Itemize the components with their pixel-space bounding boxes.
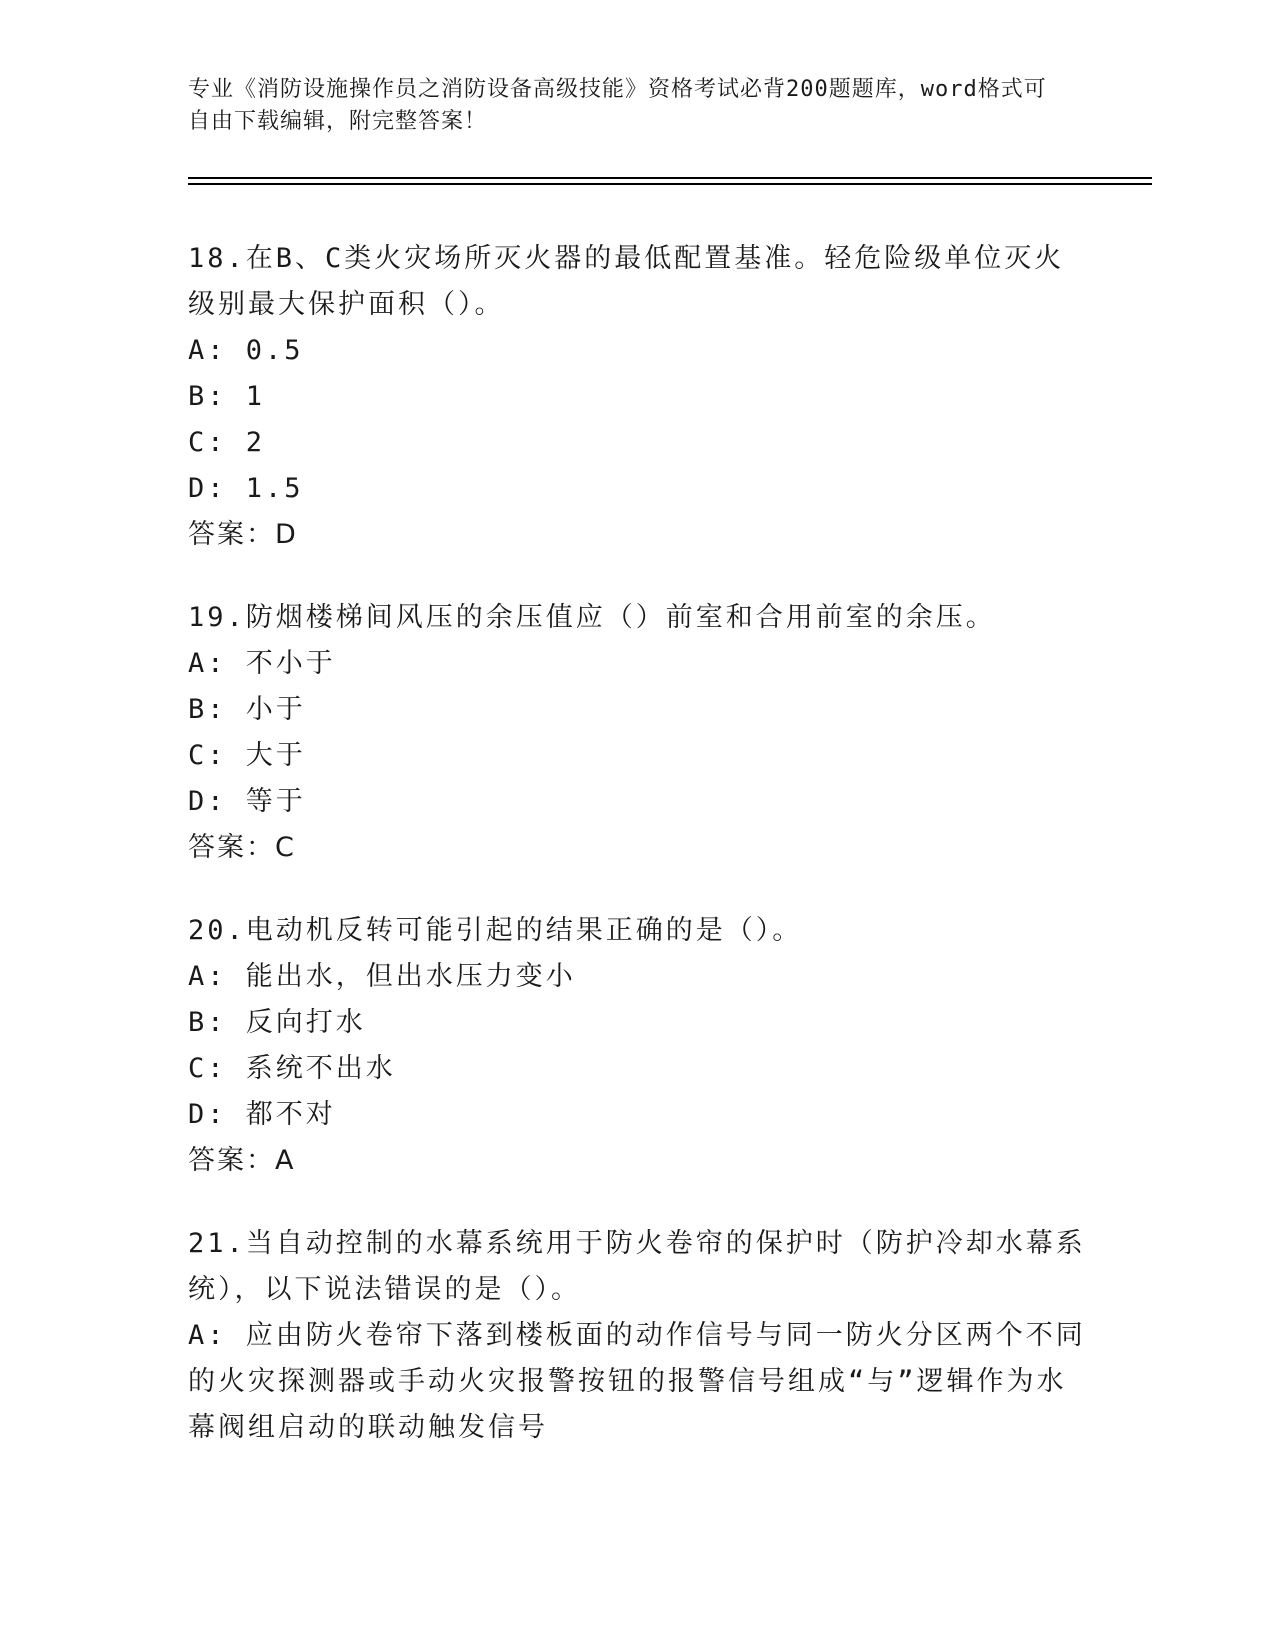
answer-line: 答案：C (188, 832, 296, 863)
answer-line: 答案：D (188, 519, 298, 550)
question-20 (188, 908, 1088, 1184)
question-stem: 21.当自动控制的水幕系统用于防火卷帘的保护时（防护冷却水幕系统），以下说法错误的是（）。 (188, 1228, 1086, 1305)
question-stem: 18.在B、C类火灾场所灭火器的最低配置基准。轻危险级单位灭火级别最大保护面积（）。 (188, 243, 1065, 320)
document-header: 专业《消防设施操作员之消防设备高级技能》资格考试必背200题题库，word格式可自由下载编辑，附完整答案！ (188, 77, 1047, 134)
option-a: A: 0.5 (188, 335, 304, 366)
option-c: C: 系统不出水 (188, 1053, 396, 1084)
answer-line: 答案：A (188, 1145, 296, 1176)
question-stem: 20.电动机反转可能引起的结果正确的是（）。 (188, 915, 803, 946)
header-divider-top (188, 177, 1152, 179)
option-d: D: 等于 (188, 786, 306, 817)
option-b: B: 反向打水 (188, 1007, 366, 1038)
option-a: A: 不小于 (188, 648, 336, 679)
option-d: D: 都不对 (188, 1099, 336, 1130)
option-c: C: 大于 (188, 740, 306, 771)
option-d: D: 1.5 (188, 473, 304, 504)
question-list (188, 236, 1088, 1488)
question-18 (188, 236, 1088, 558)
option-a: A: 能出水，但出水压力变小 (188, 961, 576, 992)
question-stem: 19.防烟楼梯间风压的余压值应（）前室和合用前室的余压。 (188, 602, 996, 633)
option-c: C: 2 (188, 427, 266, 458)
question-19 (188, 595, 1088, 871)
question-21 (188, 1221, 1088, 1451)
header-divider-bottom (188, 183, 1152, 185)
option-a: A: 应由防火卷帘下落到楼板面的动作信号与同一防火分区两个不同的火灾探测器或手动火灾报警按钮的报警信号组成“与”逻辑作为水幕阀组启动的联动触发信号 (188, 1320, 1086, 1443)
option-b: B: 小于 (188, 694, 306, 725)
option-b: B: 1 (188, 381, 266, 412)
